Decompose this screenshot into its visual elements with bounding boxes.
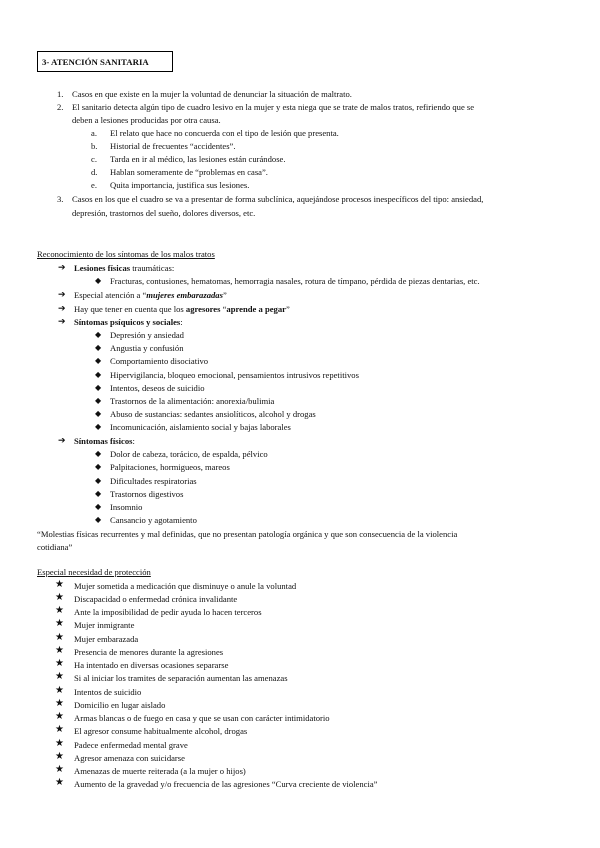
especial-pre: Especial atención a “ (74, 290, 147, 300)
lesiones-bold: Lesiones físicas (74, 263, 131, 273)
agresores-mid: “ (220, 304, 227, 314)
star-bullet-icon: ★ (55, 711, 64, 722)
protection-item: Agresor amenaza con suicidarse (74, 753, 185, 763)
star-bullet-icon: ★ (55, 751, 64, 762)
especial-atencion (74, 291, 227, 300)
sub-letter: a. (91, 128, 97, 138)
protection-item: Intentos de suicidio (74, 687, 142, 697)
agresores-post: ” (285, 304, 290, 314)
diamond-bullet-icon: ◆ (95, 515, 102, 524)
arrow-icon: ➔ (58, 435, 66, 445)
list-number: 2. (57, 102, 64, 112)
psiquico-item: Hipervigilancia, bloqueo emocional, pensamientos intrusivos repetitivos (110, 370, 359, 380)
diamond-bullet-icon: ◆ (95, 489, 102, 498)
star-bullet-icon: ★ (55, 632, 64, 643)
list-item-text: depresión, trastornos del sueño, dolores diversos, etc. (72, 208, 256, 218)
protection-item: Padece enfermedad mental grave (74, 740, 188, 750)
diamond-bullet-icon: ◆ (95, 476, 102, 485)
protection-item: Presencia de menores durante la agresiones (74, 647, 224, 657)
diamond-bullet-icon: ◆ (95, 462, 102, 471)
diamond-bullet-icon: ◆ (95, 343, 102, 352)
star-bullet-icon: ★ (55, 645, 64, 656)
diamond-bullet-icon: ◆ (95, 276, 102, 285)
agresores-line (74, 305, 290, 314)
protection-title: Especial necesidad de protección (37, 567, 151, 577)
star-bullet-icon: ★ (55, 658, 64, 669)
star-bullet-icon: ★ (55, 671, 64, 682)
section-heading: 3- ATENCIÓN SANITARIA (42, 57, 149, 67)
diamond-bullet-icon: ◆ (95, 409, 102, 418)
protection-item: Ante la imposibilidad de pedir ayuda lo hacen terceros (74, 607, 262, 617)
psiquicos-heading (74, 318, 183, 327)
recognition-title: Reconocimiento de los síntomas de los malos tratos (37, 249, 215, 259)
psiquico-item: Depresión y ansiedad (110, 330, 184, 340)
quote-line: “Molestias físicas recurrentes y mal definidas, que no presentan patología orgánica y que son consecuencia de la violencia (37, 529, 458, 539)
protection-item: Armas blancas o de fuego en casa y que se usan con carácter intimidatorio (74, 713, 330, 723)
sub-item-text: Historial de frecuentes “accidentes”. (110, 141, 236, 151)
sub-item-text: Hablan someramente de “problemas en casa”. (110, 167, 268, 177)
diamond-bullet-icon: ◆ (95, 330, 102, 339)
lesiones-item: Fracturas, contusiones, hematomas, hemorragia nasales, rotura de tímpano, pérdida de piezas dentarias, etc. (110, 276, 480, 286)
fisicos-rest: : (132, 436, 135, 446)
protection-item: El agresor consume habitualmente alcohol, drogas (74, 726, 248, 736)
agresores-bold: agresores (185, 304, 221, 314)
lesiones-rest: traumáticas: (130, 263, 175, 273)
list-item-text: deben a lesiones producidas por otra causa. (72, 115, 221, 125)
agresores-pre: Hay que tener en cuenta que los (74, 304, 186, 314)
star-bullet-icon: ★ (55, 579, 64, 590)
sub-item-text: Tarda en ir al médico, las lesiones están curándose. (110, 154, 286, 164)
psiquicos-bold: Síntomas psíquicos y sociales (74, 317, 181, 327)
sub-letter: e. (91, 180, 97, 190)
protection-item: Domicilio en lugar aislado (74, 700, 166, 710)
star-bullet-icon: ★ (55, 764, 64, 775)
lesiones-heading (74, 264, 174, 273)
arrow-icon: ➔ (58, 303, 66, 313)
list-item-text: El sanitario detecta algún tipo de cuadro lesivo en la mujer y esta niega que se trate de malos tratos, refiriendo que se (72, 102, 475, 112)
aprende-bold: aprende a pegar (226, 304, 286, 314)
diamond-bullet-icon: ◆ (95, 396, 102, 405)
star-bullet-icon: ★ (55, 605, 64, 616)
protection-item: Amenazas de muerte reiterada (a la mujer o hijos) (74, 766, 246, 776)
protection-item: Mujer sometida a medicación que disminuye o anule la voluntad (74, 581, 297, 591)
fisico-item: Cansancio y agotamiento (110, 515, 197, 525)
psiquico-item: Trastornos de la alimentación: anorexia/bulimia (110, 396, 275, 406)
psiquico-item: Angustia y confusión (110, 343, 184, 353)
diamond-bullet-icon: ◆ (95, 422, 102, 431)
fisico-item: Palpitaciones, hormigueos, mareos (110, 462, 230, 472)
star-bullet-icon: ★ (55, 777, 64, 788)
psiquico-item: Comportamiento disociativo (110, 356, 209, 366)
sub-letter: b. (91, 141, 98, 151)
fisicos-heading (74, 437, 135, 446)
section-heading-box (37, 51, 173, 72)
arrow-icon: ➔ (58, 316, 66, 326)
sub-item-text: El relato que hace no concuerda con el tipo de lesión que presenta. (110, 128, 339, 138)
star-bullet-icon: ★ (55, 738, 64, 749)
star-bullet-icon: ★ (55, 618, 64, 629)
fisico-item: Dolor de cabeza, torácico, de espalda, pélvico (110, 449, 268, 459)
arrow-icon: ➔ (58, 289, 66, 299)
protection-item: Si al iniciar los tramites de separación aumentan las amenazas (74, 673, 288, 683)
psiquico-item: Incomunicación, aislamiento social y bajas laborales (110, 422, 291, 432)
fisico-item: Trastornos digestivos (110, 489, 184, 499)
protection-item: Aumento de la gravedad y/o frecuencia de las agresiones “Curva creciente de violencia” (74, 779, 378, 789)
psiquico-item: Abuso de sustancias: sedantes ansiolíticos, alcohol y drogas (110, 409, 316, 419)
protection-item: Discapacidad o enfermedad crónica invalidante (74, 594, 238, 604)
protection-item: Ha intentado en diversas ocasiones separarse (74, 660, 229, 670)
star-bullet-icon: ★ (55, 698, 64, 709)
star-bullet-icon: ★ (55, 724, 64, 735)
psiquico-item: Intentos, deseos de suicidio (110, 383, 205, 393)
diamond-bullet-icon: ◆ (95, 502, 102, 511)
list-number: 1. (57, 89, 64, 99)
fisico-item: Dificultades respiratorias (110, 476, 197, 486)
fisico-item: Insomnio (110, 502, 143, 512)
protection-item: Mujer inmigrante (74, 620, 135, 630)
diamond-bullet-icon: ◆ (95, 356, 102, 365)
especial-post: ” (222, 290, 227, 300)
quote-line: cotidiana” (37, 542, 73, 552)
sub-item-text: Quita importancia, justifica sus lesiones. (110, 180, 250, 190)
diamond-bullet-icon: ◆ (95, 449, 102, 458)
list-item-text: Casos en los que el cuadro se va a presentar de forma subclínica, aquejándose procesos inespecíficos del tipo: ansiedad, (72, 194, 484, 204)
arrow-icon: ➔ (58, 262, 66, 272)
protection-item: Mujer embarazada (74, 634, 139, 644)
star-bullet-icon: ★ (55, 592, 64, 603)
list-item-text: Casos en que existe en la mujer la voluntad de denunciar la situación de maltrato. (72, 89, 352, 99)
star-bullet-icon: ★ (55, 685, 64, 696)
list-number: 3. (57, 194, 64, 204)
especial-bold: mujeres embarazadas (146, 290, 223, 300)
psiquicos-rest: : (180, 317, 183, 327)
sub-letter: c. (91, 154, 97, 164)
diamond-bullet-icon: ◆ (95, 370, 102, 379)
diamond-bullet-icon: ◆ (95, 383, 102, 392)
fisicos-bold: Síntomas físicos (74, 436, 133, 446)
sub-letter: d. (91, 167, 98, 177)
